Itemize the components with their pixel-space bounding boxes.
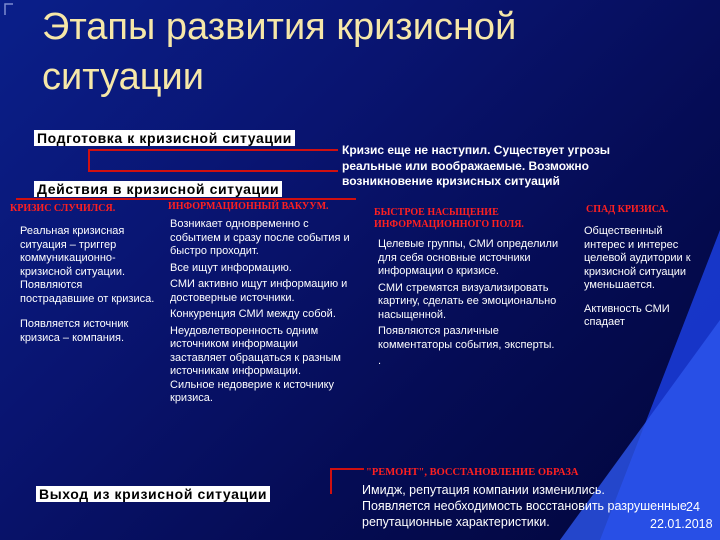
- col3-text: Целевые группы, СМИ определили для себя основные источники информации о кризисе. СМИ стремятся визуализировать картину, сделать ее эмоционально насыщенной. Появляются различные комментаторы события, эксперты. .: [378, 238, 559, 367]
- exit-heading: "РЕМОНТ", ВОССТАНОВЛЕНИЕ ОБРАЗА: [366, 467, 579, 478]
- page-number: 24: [686, 500, 700, 514]
- col2-heading: ИНФОРМАЦИОННЫЙ ВАКУУМ.: [168, 201, 329, 212]
- header-exit: Выход из кризисной ситуации: [36, 486, 270, 502]
- col1-heading: КРИЗИС СЛУЧИЛСЯ.: [10, 203, 116, 214]
- exit-text: Имидж, репутация компании изменились. Появляется необходимость восстановить разрушенные репутационные характеристики.: [362, 483, 687, 529]
- slide-date: 22.01.2018: [650, 517, 713, 531]
- col2-text: Возникает одновременно с событием и сразу после события и быстро проходит. Все ищут информацию. СМИ активно ищут информацию и достоверные источники. Конкуренция СМИ между собой. Неудовлетворенность одним источником информации заставляет обращаться к разным источникам информации. Сильное недоверие к источнику кризиса.: [170, 218, 350, 404]
- slide-title: Этапы развития кризисной ситуации: [42, 6, 517, 98]
- preparation-text: Кризис еще не наступил. Существует угрозы реальные или воображаемые. Возможно возникновение кризисных ситуаций: [342, 143, 611, 188]
- header-actions: Действия в кризисной ситуации: [34, 181, 282, 197]
- connector-line: [88, 149, 90, 171]
- header-preparation: Подготовка к кризисной ситуации: [34, 130, 295, 146]
- col3-heading: БЫСТРОЕ НАСЫЩЕНИЕ ИНФОРМАЦИОННОГО ПОЛЯ.: [374, 207, 524, 230]
- col4-text: Общественный интерес и интерес целевой аудитории к кризисной ситуации уменьшается. Активность СМИ спадает: [584, 225, 691, 328]
- connector-line: [88, 149, 338, 151]
- corner-mark-icon: [4, 2, 14, 16]
- col1-text: Реальная кризисная ситуация – триггер коммуникационно- кризисной ситуации. Появляются пострадавшие от кризиса. Появляется источник кризиса – компания.: [20, 225, 155, 344]
- connector-line: [88, 170, 338, 172]
- connector-line: [330, 468, 332, 494]
- connector-line: [16, 198, 356, 200]
- connector-line: [330, 468, 364, 470]
- col4-heading: СПАД КРИЗИСА.: [586, 204, 669, 215]
